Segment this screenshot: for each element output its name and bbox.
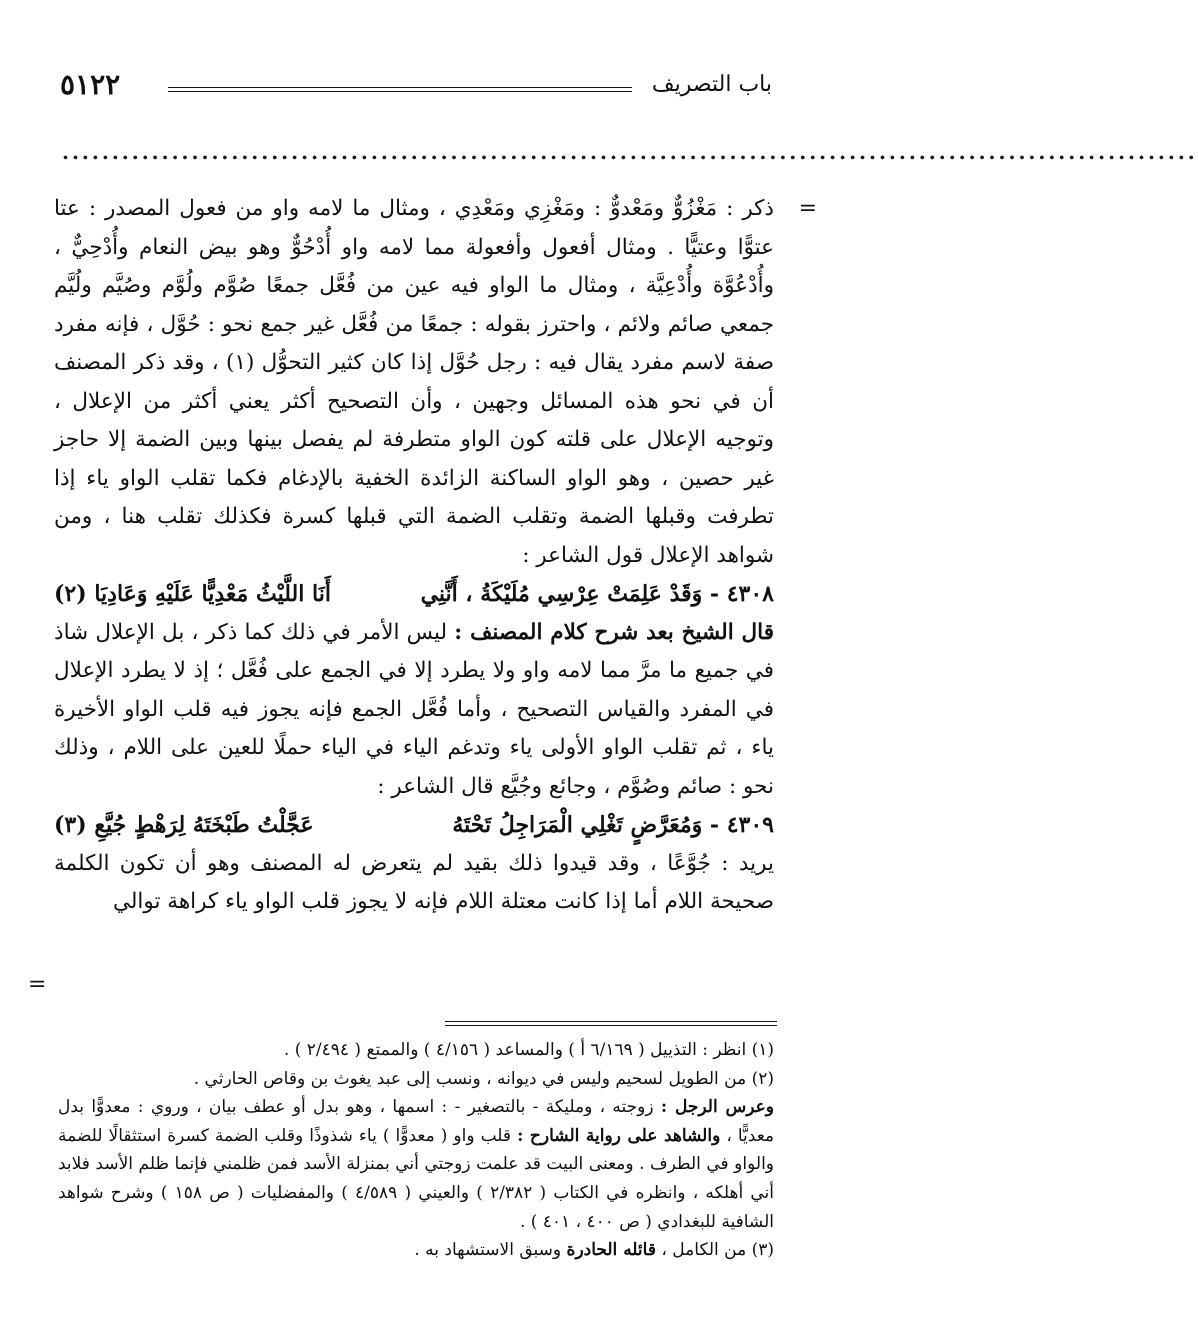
footnote-3-text: وسبق الاستشهاد به . [414, 1240, 567, 1261]
footnote-2-evidence-lead: والشاهد على رواية الشارح : [517, 1125, 721, 1146]
verse-4309 [54, 806, 774, 845]
dotted-separator: .................................................................................................................. [62, 140, 1198, 164]
footnote-2-commentary [58, 1093, 774, 1236]
continuation-mark-bottom: = [28, 972, 47, 997]
page-header [60, 68, 772, 108]
footnote-2-text: زوجته ، ومليكة - بالتصغير - : اسمها ، وهو بدل أو عطف بيان ، وروي : معدوًّا بدل معديًّا ، [58, 1097, 775, 1146]
footnote-rule [445, 1021, 777, 1026]
verse-4308-first-hemistich: ٤٣٠٨ - وَقَدْ عَلِمَتْ عِرْسِي مُلَيْكَةُ ، أَنَّنِي [420, 581, 774, 607]
paragraph-1: ذكر : مَغْزُوٌّ ومَعْدوٌّ : ومَغْزِي ومَعْدِي ، ومثال ما لامه واو من فعول المصدر : عتا عتوًّا وعتيًّا . ومثال أفعول وأفعولة مما لامه واو أُدْحُوٌّ وهو بيض النعام وأُدْحِيٌّ ، وأُدْعُوَّة وأُدْعِيَّة ، ومثال ما الواو فيه عين من فُعَّل جمعًا صُوَّم ولُوَّم وصُيَّم ولُيَّم جمعي صائم ولائم ، واحترز بقوله : جمعًا من فُعَّل غير جمع نحو : حُوَّل ، فإنه مفرد صفة لاسم مفرد يقال فيه : رجل حُوَّل إذا كان كثير التحوُّل (١) ، وقد ذكر المصنف أن في نحو هذه المسائل وجهين ، وأن التصحيح أكثر يعني أكثر من الإعلال ، وتوجيه الإعلال على قلته كون الواو متطرفة لم يفصل بينها وبين الضمة إلا حاجز غير حصين ، وهو الواو الساكنة الزائدة الخفية بالإدغام فكما تقلب الواو ياء إذا تطرفت وقبلها الضمة وتقلب الضمة التي قبلها كسرة فكذلك تقلب هنا ، ومن شواهد الإعلال قول الشاعر : [54, 196, 774, 568]
footnote-1: (١) انظر : التذييل ( ٦/١٦٩ أ ) والمساعد ( ٤/١٥٦ ) والممتع ( ٢/٤٩٤ ) . [283, 1040, 774, 1060]
paragraph-2 [54, 614, 774, 807]
chapter-title: باب التصريف [651, 72, 772, 97]
header-rule [168, 87, 632, 92]
continuation-mark-top: = [798, 196, 817, 221]
footnote-3-lead: (٣) من الكامل ، [655, 1240, 774, 1261]
paragraph-2-lead: قال الشيخ بعد شرح كلام المصنف : [454, 619, 774, 645]
footnote-3-poet: قائله الحادرة [566, 1240, 656, 1261]
page-number: ٥١٢٢ [60, 68, 121, 101]
verse-4309-first-hemistich: ٤٣٠٩ - وَمُعَرَّضٍ تَغْلِي الْمَرَاجِلُ تَحْتَهُ [452, 812, 774, 838]
paragraph-3: يريد : جُوَّعًا ، وقد قيدوا ذلك بقيد لم يتعرض له المصنف وهو أن تكون الكلمة صحيحة اللام أما إذا كانت معتلة اللام فإنه لا يجوز قلب الواو ياء كراهة توالي [54, 850, 774, 914]
footnote-2: (٢) من الطويل لسحيم وليس في ديوانه ، ونسب إلى عبد يغوث بن وقاص الحارثي . [193, 1068, 774, 1089]
footnotes [58, 1036, 774, 1265]
footnote-2-evidence-text: قلب واو ( معدوًّا ) ياء شذوذًا وقلب الضمة كسرة استثقالًا للضمة والواو في الطرف . ومعنى البيت قد علمت زوجتي أني بمنزلة الأسد فمن ظلمني فإنما ظلم الأسد فلابد أني أهلكه ، وانظره في الكتاب ( ٢/٣٨٢ ) والعيني ( ٤/٥٨٩ ) والمفضليات ( ص ١٥٨ ) وشرح شواهد الشافية للبغدادي ( ص ٤٠٠ ، ٤٠١ ) . [58, 1125, 774, 1232]
paragraph-2-body: ليس الأمر في ذلك كما ذكر ، بل الإعلال شاذ في جميع ما مرَّ مما لامه واو ولا يطرد إلا في الجمع على فُعَّل ؛ إذ لا يطرد الإعلال في المفرد والقياس التصحيح ، وأما فُعَّل الجمع فإنه يجوز فيه قلب الواو الأخيرة ياء ، ثم تقلب الواو الأولى ياء وتدغم الياء في الياء حملًا للعين على اللام ، وذلك نحو : صائم وصُوَّم ، وجائع وجُيَّع قال الشاعر : [54, 619, 774, 799]
main-text [54, 190, 774, 922]
verse-4308-second-hemistich: أَنَا اللَّيْثُ مَعْدِيًّا عَلَيْهِ وَعَادِيَا (٢) [54, 581, 331, 607]
verse-4308 [54, 575, 774, 614]
footnote-2-lead: وعرس الرجل : [660, 1097, 774, 1118]
footnote-3 [58, 1236, 774, 1265]
verse-4309-second-hemistich: عَجَّلْتُ طَبْخَتَهُ لِرَهْطٍ جُيَّعِ (٣) [54, 812, 314, 838]
